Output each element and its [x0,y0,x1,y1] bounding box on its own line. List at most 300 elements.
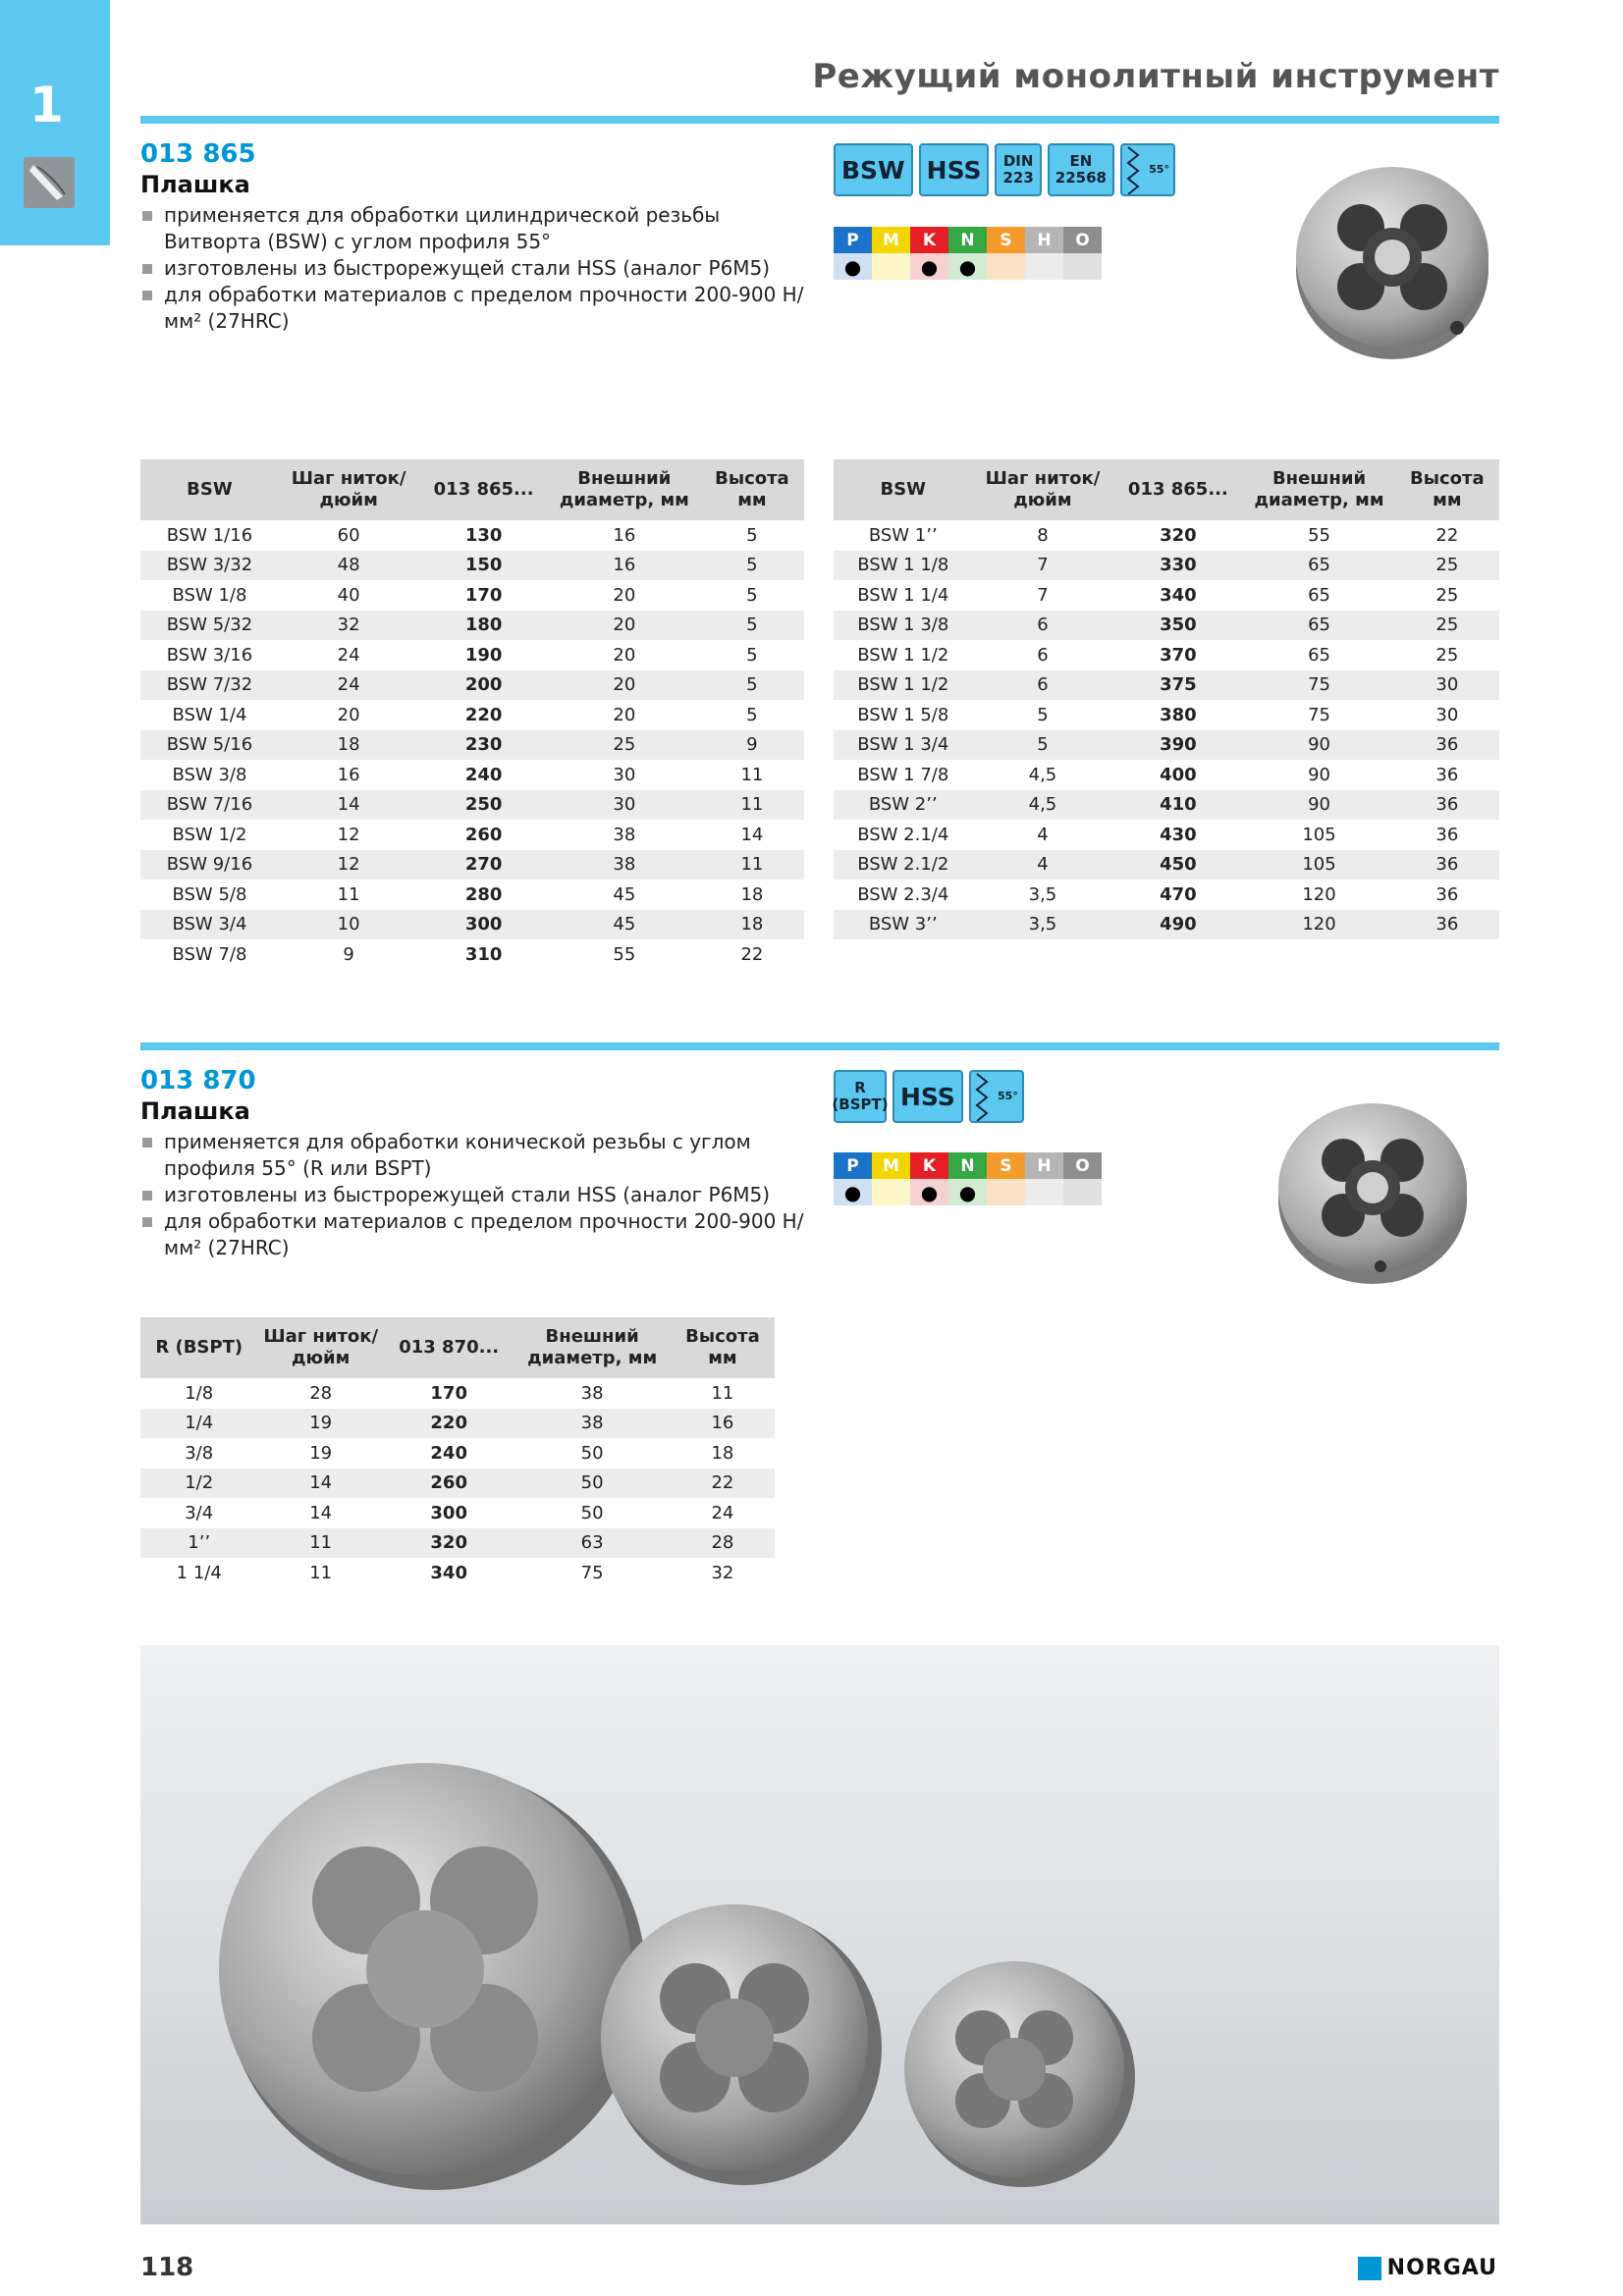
material-mark: ● [948,1179,987,1205]
table-cell: 18 [740,883,764,905]
table-cell: 130 [464,524,503,546]
table-cell: 410 [1112,790,1243,821]
table-row [834,640,1499,670]
table-cell: 11 [309,1562,333,1583]
table-cell: 55 [1308,524,1330,546]
table-cell: 430 [1160,824,1197,845]
col-header: Высота мм [671,1317,775,1378]
logo-square-icon [1358,2257,1381,2280]
table-cell: 300 [418,910,549,940]
table-cell: 240 [464,764,503,785]
table-cell: 190 [464,644,503,666]
table-cell: 11 [700,850,804,881]
table-cell: 38 [580,1382,604,1404]
table-cell: BSW 7/8 [172,943,247,965]
table-row [140,700,804,730]
hss-badge: HSS [919,143,990,196]
table-cell: 9 [700,730,804,761]
table-row [140,611,804,641]
feature-list [140,202,808,335]
col-header: Высота мм [700,459,804,520]
table-row [834,820,1499,850]
logo-text: NORGAU [1386,2256,1497,2280]
table-cell: 4 [1037,824,1049,845]
material-k: K [910,1152,948,1179]
hss-badge: HSS [893,1070,963,1123]
table-cell: 45 [613,883,636,905]
table-cell: 14 [257,1468,384,1499]
table-cell: 20 [549,670,700,701]
table-cell: BSW 1/8 [172,584,247,606]
table-cell: 18 [711,1442,734,1464]
material-mark: ● [910,1179,948,1205]
table-row [140,790,804,821]
table-row [140,580,804,611]
material-p: P [834,227,872,253]
table-cell: 16 [671,1409,775,1439]
product-image-die [1284,153,1500,373]
table-cell: 20 [337,704,360,725]
table-cell: 75 [1308,704,1330,725]
col-header: BSW [140,459,279,520]
table-cell: 28 [309,1382,333,1404]
table-cell: 220 [384,1409,514,1439]
table-cell: 4,5 [1028,764,1057,785]
header-divider [140,116,1499,124]
table-cell: BSW 2.1/2 [834,850,973,881]
feature-item: для обработки материалов с пределом прочности 200-900 Н/мм² (27HRC) [140,1208,808,1261]
material-s: S [987,1152,1025,1179]
feature-item: изготовлены из быстрорежущей стали HSS (аналог Р6М5) [140,255,808,282]
material-group-grid [834,1152,1102,1205]
spec-badges [834,1070,1024,1123]
table-cell: 5 [700,551,804,581]
table-cell: 390 [1112,730,1243,761]
table-cell: 400 [1160,764,1197,785]
table-cell: 28 [671,1528,775,1559]
brand-logo [1358,2256,1497,2280]
table-row [140,1528,775,1559]
product-image-die [1265,1092,1481,1292]
material-mark [1025,253,1063,280]
table-cell: BSW 2.3/4 [857,883,949,905]
table-cell: 30 [549,790,700,821]
table-row [834,700,1499,730]
material-mark [1063,253,1102,280]
col-header: Шаг ниток/ дюйм [973,459,1113,520]
col-header: 013 865... [1112,459,1243,520]
table-cell: BSW 1 1/2 [834,670,973,701]
page-header-title: Режущий монолитный инструмент [812,57,1499,96]
table-cell: 22 [1435,524,1459,546]
table-cell: 14 [740,824,764,845]
table-row [834,760,1499,790]
table-cell: 340 [430,1562,467,1583]
table-row [834,730,1499,761]
table-cell: BSW 1’’ [868,524,938,546]
bsw-badge: BSW [834,143,913,196]
table-cell: 36 [1435,883,1459,905]
table-row [140,1498,775,1528]
table-cell: BSW 3/8 [172,764,247,785]
table-cell: 30 [1435,704,1459,725]
table-cell: BSW 3’’ [834,910,973,940]
table-cell: BSW 1 5/8 [857,704,949,725]
table-row [140,910,804,940]
material-n: N [948,1152,987,1179]
table-cell: 230 [418,730,549,761]
product-photo [140,1645,1499,2224]
table-cell: 22 [671,1468,775,1499]
table-cell: 280 [464,883,503,905]
table-cell: 11 [740,764,764,785]
table-row [140,760,804,790]
col-header: BSW [834,459,973,520]
table-cell: 20 [549,611,700,641]
col-header: 013 865... [418,459,549,520]
table-row [834,910,1499,940]
table-cell: BSW 7/16 [140,790,279,821]
table-cell: 4,5 [973,790,1113,821]
table-cell: 1/2 [140,1468,257,1499]
table-cell: 24 [337,644,360,666]
table-cell: 105 [1302,824,1336,845]
table-cell: 90 [1243,790,1394,821]
material-mark [987,253,1025,280]
table-cell: 75 [580,1562,604,1583]
table-cell: 3,5 [973,910,1113,940]
material-mark [1025,1179,1063,1205]
col-header: Внешний диаметр, мм [1243,459,1394,520]
table-cell: 90 [1308,764,1330,785]
product-title: Плашка [140,1097,250,1125]
table-cell: 5 [1037,704,1049,725]
bspt-table [140,1317,775,1588]
page-number: 118 [140,2253,194,2282]
cutting-tool-icon [24,157,75,208]
table-cell: 36 [1395,850,1499,881]
table-cell: 18 [700,910,804,940]
table-cell: 180 [418,611,549,641]
table-cell: 75 [1243,670,1394,701]
table-cell: 350 [1112,611,1243,641]
table-cell: 5 [746,584,758,606]
table-row [834,611,1499,641]
table-row [140,850,804,881]
table-cell: 16 [549,551,700,581]
material-mark: ● [834,1179,872,1205]
table-row [140,880,804,910]
product-info-013870 [140,1066,808,1261]
table-cell: BSW 3/32 [140,551,279,581]
table-cell: 490 [1112,910,1243,940]
col-header: 013 870... [384,1317,514,1378]
table-cell: 470 [1160,883,1197,905]
table-row [834,670,1499,701]
table-cell: BSW 3/4 [140,910,279,940]
table-cell: 6 [973,670,1113,701]
chapter-number: 1 [29,77,64,133]
table-cell: 18 [279,730,418,761]
product-title: Плашка [140,171,250,198]
table-cell: 170 [464,584,503,606]
table-cell: 120 [1243,910,1394,940]
table-cell: 3/4 [185,1502,214,1523]
r-bspt-badge: R (BSPT) [834,1070,887,1123]
table-cell: 260 [384,1468,514,1499]
table-cell: 4 [973,850,1113,881]
table-cell: 375 [1112,670,1243,701]
table-cell: 5 [700,670,804,701]
table-cell: 50 [580,1442,604,1464]
table-cell: 38 [514,1409,670,1439]
table-row [834,850,1499,881]
table-cell: BSW 3/16 [166,644,253,666]
table-row [140,939,804,970]
table-cell: 36 [1395,910,1499,940]
table-row [140,1438,775,1468]
table-row [834,580,1499,611]
table-cell: BSW 1 3/4 [834,730,973,761]
table-cell: 65 [1243,551,1394,581]
table-cell: 7 [973,551,1113,581]
table-cell: 5 [746,704,758,725]
chapter-tab [0,0,110,245]
col-header: Шаг ниток/ дюйм [279,459,418,520]
material-h: H [1025,1152,1063,1179]
table-cell: 12 [279,850,418,881]
table-row [140,1409,775,1439]
table-row [834,880,1499,910]
table-cell: 16 [337,764,360,785]
table-cell: 20 [613,704,636,725]
material-p: P [834,1152,872,1179]
col-header: Внешний диаметр, мм [514,1317,670,1378]
table-cell: 8 [1037,524,1049,546]
table-cell: BSW 2’’ [834,790,973,821]
table-cell: BSW 1 1/8 [834,551,973,581]
table-cell: 36 [1435,764,1459,785]
table-cell: 6 [1037,644,1049,666]
table-cell: 10 [279,910,418,940]
material-mark: ● [948,253,987,280]
table-cell: 50 [580,1502,604,1523]
table-row [140,1468,775,1499]
table-cell: 300 [430,1502,467,1523]
table-cell: BSW 1 3/8 [834,611,973,641]
table-cell: 200 [418,670,549,701]
table-cell: 14 [279,790,418,821]
table-row [140,730,804,761]
table-cell: 16 [613,524,636,546]
article-number: 013 865 [140,139,256,169]
thread-angle-icon: 55° [1120,143,1175,196]
table-cell: 5 [746,644,758,666]
table-row [140,1378,775,1409]
table-cell: 380 [1160,704,1197,725]
feature-item: для обработки материалов с пределом прочности 200-900 Н/мм² (27HRC) [140,282,808,335]
section-divider [140,1042,1499,1050]
table-row [834,520,1499,551]
table-cell: 9 [343,943,354,965]
material-m: M [872,227,910,253]
table-cell: 63 [514,1528,670,1559]
table-cell: 250 [418,790,549,821]
table-cell: 5 [746,524,758,546]
table-cell: BSW 7/32 [140,670,279,701]
table-cell: 25 [1395,611,1499,641]
table-cell: 120 [1302,883,1336,905]
table-cell: 7 [1037,584,1049,606]
table-cell: BSW 1/16 [166,524,253,546]
table-cell: 11 [700,790,804,821]
material-mark [872,1179,910,1205]
bsw-table-right [834,459,1499,939]
table-row [140,640,804,670]
table-cell: BSW 9/16 [140,850,279,881]
table-cell: 48 [279,551,418,581]
table-row [140,820,804,850]
col-header: Шаг ниток/ дюйм [257,1317,384,1378]
table-row [140,1558,775,1588]
table-cell: 36 [1395,730,1499,761]
table-cell: 5 [973,730,1113,761]
table-cell: 320 [1160,524,1197,546]
table-cell: 150 [418,551,549,581]
table-cell: BSW 5/32 [140,611,279,641]
material-h: H [1025,227,1063,253]
table-cell: 1/8 [185,1382,214,1404]
table-cell: BSW 1 1/4 [857,584,949,606]
table-cell: 240 [430,1442,467,1464]
table-cell: 65 [1243,611,1394,641]
material-mark [872,253,910,280]
material-mark [987,1179,1025,1205]
table-cell: 40 [337,584,360,606]
table-cell: BSW 1 7/8 [857,764,949,785]
table-cell: BSW 5/16 [140,730,279,761]
table-cell: BSW 5/8 [172,883,247,905]
feature-item: применяется для обработки цилиндрической резьбы Витворта (BSW) с углом профиля 55° [140,202,808,255]
table-cell: 20 [613,584,636,606]
table-cell: 11 [257,1528,384,1559]
table-cell: 1/4 [140,1409,257,1439]
table-cell: 25 [1435,644,1459,666]
material-m: M [872,1152,910,1179]
table-cell: BSW 2.1/4 [857,824,949,845]
table-cell: 55 [613,943,636,965]
table-cell: 5 [700,611,804,641]
feature-list [140,1129,808,1261]
table-cell: 30 [1395,670,1499,701]
material-mark: ● [834,253,872,280]
table-cell: 3/8 [185,1442,214,1464]
table-cell: 60 [337,524,360,546]
table-cell: 340 [1160,584,1197,606]
table-cell: 38 [549,850,700,881]
table-row [140,670,804,701]
table-cell: 36 [1395,790,1499,821]
table-row [140,551,804,581]
table-cell: 36 [1435,824,1459,845]
table-cell: 25 [1435,584,1459,606]
material-group-grid [834,227,1102,280]
table-cell: 270 [418,850,549,881]
table-cell: 19 [257,1409,384,1439]
table-cell: 65 [1308,584,1330,606]
table-cell: 32 [711,1562,734,1583]
en-badge: EN 22568 [1048,143,1114,196]
material-o: O [1063,1152,1102,1179]
table-cell: BSW 1/4 [172,704,247,725]
feature-item: применяется для обработки конической резьбы с углом профиля 55° (R или BSPT) [140,1129,808,1182]
table-cell: 450 [1112,850,1243,881]
material-mark: ● [910,253,948,280]
table-cell: 45 [549,910,700,940]
table-row [834,790,1499,821]
table-cell: 3,5 [1028,883,1057,905]
table-cell: BSW 1/2 [172,824,247,845]
table-cell: 14 [309,1502,333,1523]
table-cell: 25 [549,730,700,761]
table-cell: 25 [1395,551,1499,581]
table-cell: 6 [973,611,1113,641]
col-header: Высота мм [1395,459,1499,520]
thread-angle-icon: 55° [969,1070,1024,1123]
table-cell: 105 [1243,850,1394,881]
table-cell: 12 [337,824,360,845]
table-cell: 1’’ [140,1528,257,1559]
material-o: O [1063,227,1102,253]
table-cell: 260 [464,824,503,845]
material-n: N [948,227,987,253]
din-badge: DIN 223 [995,143,1041,196]
table-cell: 370 [1160,644,1197,666]
table-cell: 20 [613,644,636,666]
table-cell: 24 [279,670,418,701]
spec-badges [834,143,1175,196]
material-mark [1063,1179,1102,1205]
col-header: Внешний диаметр, мм [549,459,700,520]
article-number: 013 870 [140,1066,256,1095]
table-row [140,520,804,551]
bsw-table-left [140,459,804,970]
table-cell: 65 [1308,644,1330,666]
table-cell: 220 [464,704,503,725]
feature-item: изготовлены из быстрорежущей стали HSS (аналог Р6М5) [140,1182,808,1208]
table-cell: 170 [430,1382,467,1404]
table-cell: BSW 1 1/2 [857,644,949,666]
table-cell: 330 [1112,551,1243,581]
table-cell: 50 [514,1468,670,1499]
table-cell: 22 [740,943,764,965]
table-cell: 24 [711,1502,734,1523]
table-cell: 38 [613,824,636,845]
table-cell: 11 [711,1382,734,1404]
table-cell: 90 [1243,730,1394,761]
table-row [834,551,1499,581]
table-cell: 32 [279,611,418,641]
table-cell: 19 [309,1442,333,1464]
material-s: S [987,227,1025,253]
col-header: R (BSPT) [140,1317,257,1378]
material-k: K [910,227,948,253]
table-cell: 11 [337,883,360,905]
table-cell: 310 [464,943,503,965]
table-cell: 320 [384,1528,514,1559]
table-cell: 1 1/4 [176,1562,222,1583]
table-cell: 30 [613,764,636,785]
